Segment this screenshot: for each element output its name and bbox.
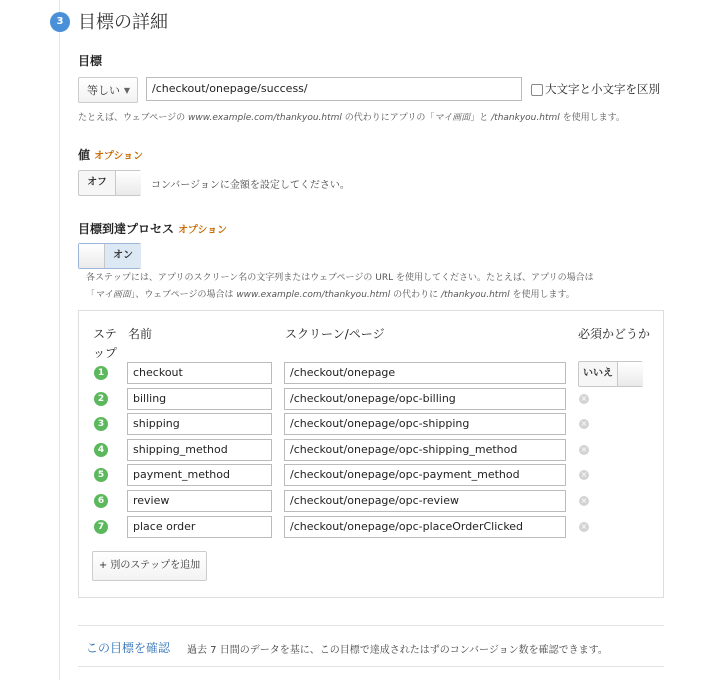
value-label: 値 オプション [78, 148, 144, 162]
section-number-badge: 3 [50, 12, 70, 32]
case-sensitive-checkbox[interactable] [531, 84, 543, 96]
divider [78, 666, 664, 667]
remove-step-icon[interactable]: × [580, 522, 588, 531]
value-toggle[interactable] [78, 170, 141, 196]
step-number-badge: 4 [94, 443, 108, 457]
match-type-value: 等しい [87, 84, 120, 97]
required-toggle-label: いいえ [583, 368, 613, 379]
remove-step-icon[interactable]: × [580, 496, 588, 505]
value-toggle-label: オフ [87, 177, 107, 188]
step-page-input[interactable]: /checkout/onepage/opc-billing [284, 388, 566, 410]
section-connector-line [59, 0, 60, 680]
step-name-input[interactable]: place order [127, 516, 272, 538]
step-name-input[interactable]: payment_method [127, 464, 272, 486]
value-optional-tag: オプション [94, 151, 144, 162]
step-page-input[interactable]: /checkout/onepage/opc-shipping_method [284, 439, 566, 461]
required-toggle-knob [617, 362, 643, 386]
step-number-badge: 1 [94, 366, 108, 380]
value-toggle-knob [115, 171, 141, 195]
column-header-name: 名前 [128, 327, 153, 341]
step-number-badge: 5 [94, 468, 108, 482]
divider [78, 625, 664, 626]
match-type-select[interactable] [78, 77, 138, 103]
verify-description: 過去 7 日間のデータを基に、この目標で達成されたはずのコンバージョン数を確認できます。 [187, 645, 608, 656]
step-name-input[interactable]: billing [127, 388, 272, 410]
value-description: コンバージョンに金額を設定してください。 [151, 180, 350, 191]
goal-help-text: たとえば、ウェブページの www.example.com/thankyou.html の代わりにアプリの「マイ画面」と /thankyou.html を使用します。 [78, 113, 625, 123]
step-page-input[interactable]: /checkout/onepage/opc-shipping [284, 413, 566, 435]
step-name-input[interactable]: shipping [127, 413, 272, 435]
funnel-optional-tag: オプション [178, 225, 228, 236]
column-header-screen: スクリーン/ページ [285, 327, 385, 341]
verify-goal-link[interactable]: この目標を確認 [86, 641, 171, 655]
funnel-label: 目標到達プロセス オプション [78, 222, 228, 236]
step-number-badge: 2 [94, 392, 108, 406]
step-number-badge: 7 [94, 520, 108, 534]
step-page-input[interactable]: /checkout/onepage [284, 362, 566, 384]
remove-step-icon[interactable]: × [580, 445, 588, 454]
remove-step-icon[interactable]: × [580, 470, 588, 479]
remove-step-icon[interactable]: × [580, 394, 588, 403]
funnel-toggle-label: オン [105, 244, 141, 268]
step-page-input[interactable]: /checkout/onepage/opc-review [284, 490, 566, 512]
section-title: 目標の詳細 [78, 12, 168, 33]
step-name-input[interactable]: checkout [127, 362, 272, 384]
funnel-help-line2: 「マイ画面」、ウェブページの場合は www.example.com/thankyou.html の代わりに /thankyou.html を使用します。 [86, 290, 575, 300]
step-name-input[interactable]: review [127, 490, 272, 512]
step-page-input[interactable]: /checkout/onepage/opc-payment_method [284, 464, 566, 486]
step-number-badge: 3 [94, 417, 108, 431]
remove-step-icon[interactable]: × [580, 419, 588, 428]
funnel-toggle-knob [79, 244, 105, 268]
add-step-button[interactable]: + 別のステップを追加 [92, 551, 207, 581]
step-page-input[interactable]: /checkout/onepage/opc-placeOrderClicked [284, 516, 566, 538]
step-number-badge: 6 [94, 494, 108, 508]
chevron-down-icon: ▼ [123, 86, 130, 95]
goal-value-input[interactable]: /checkout/onepage/success/ [146, 77, 522, 101]
funnel-toggle[interactable] [78, 243, 141, 269]
funnel-help-line1: 各ステップには、アプリのスクリーン名の文字列またはウェブページの URL を使用してください。たとえば、アプリの場合は [86, 273, 594, 283]
required-toggle[interactable] [578, 361, 643, 387]
goal-label: 目標 [78, 54, 103, 68]
step-name-input[interactable]: shipping_method [127, 439, 272, 461]
column-header-step: ステ ップ [93, 327, 118, 360]
column-header-required: 必須かどうか [578, 327, 651, 341]
case-sensitive-label: 大文字と小文字を区別 [545, 82, 660, 96]
